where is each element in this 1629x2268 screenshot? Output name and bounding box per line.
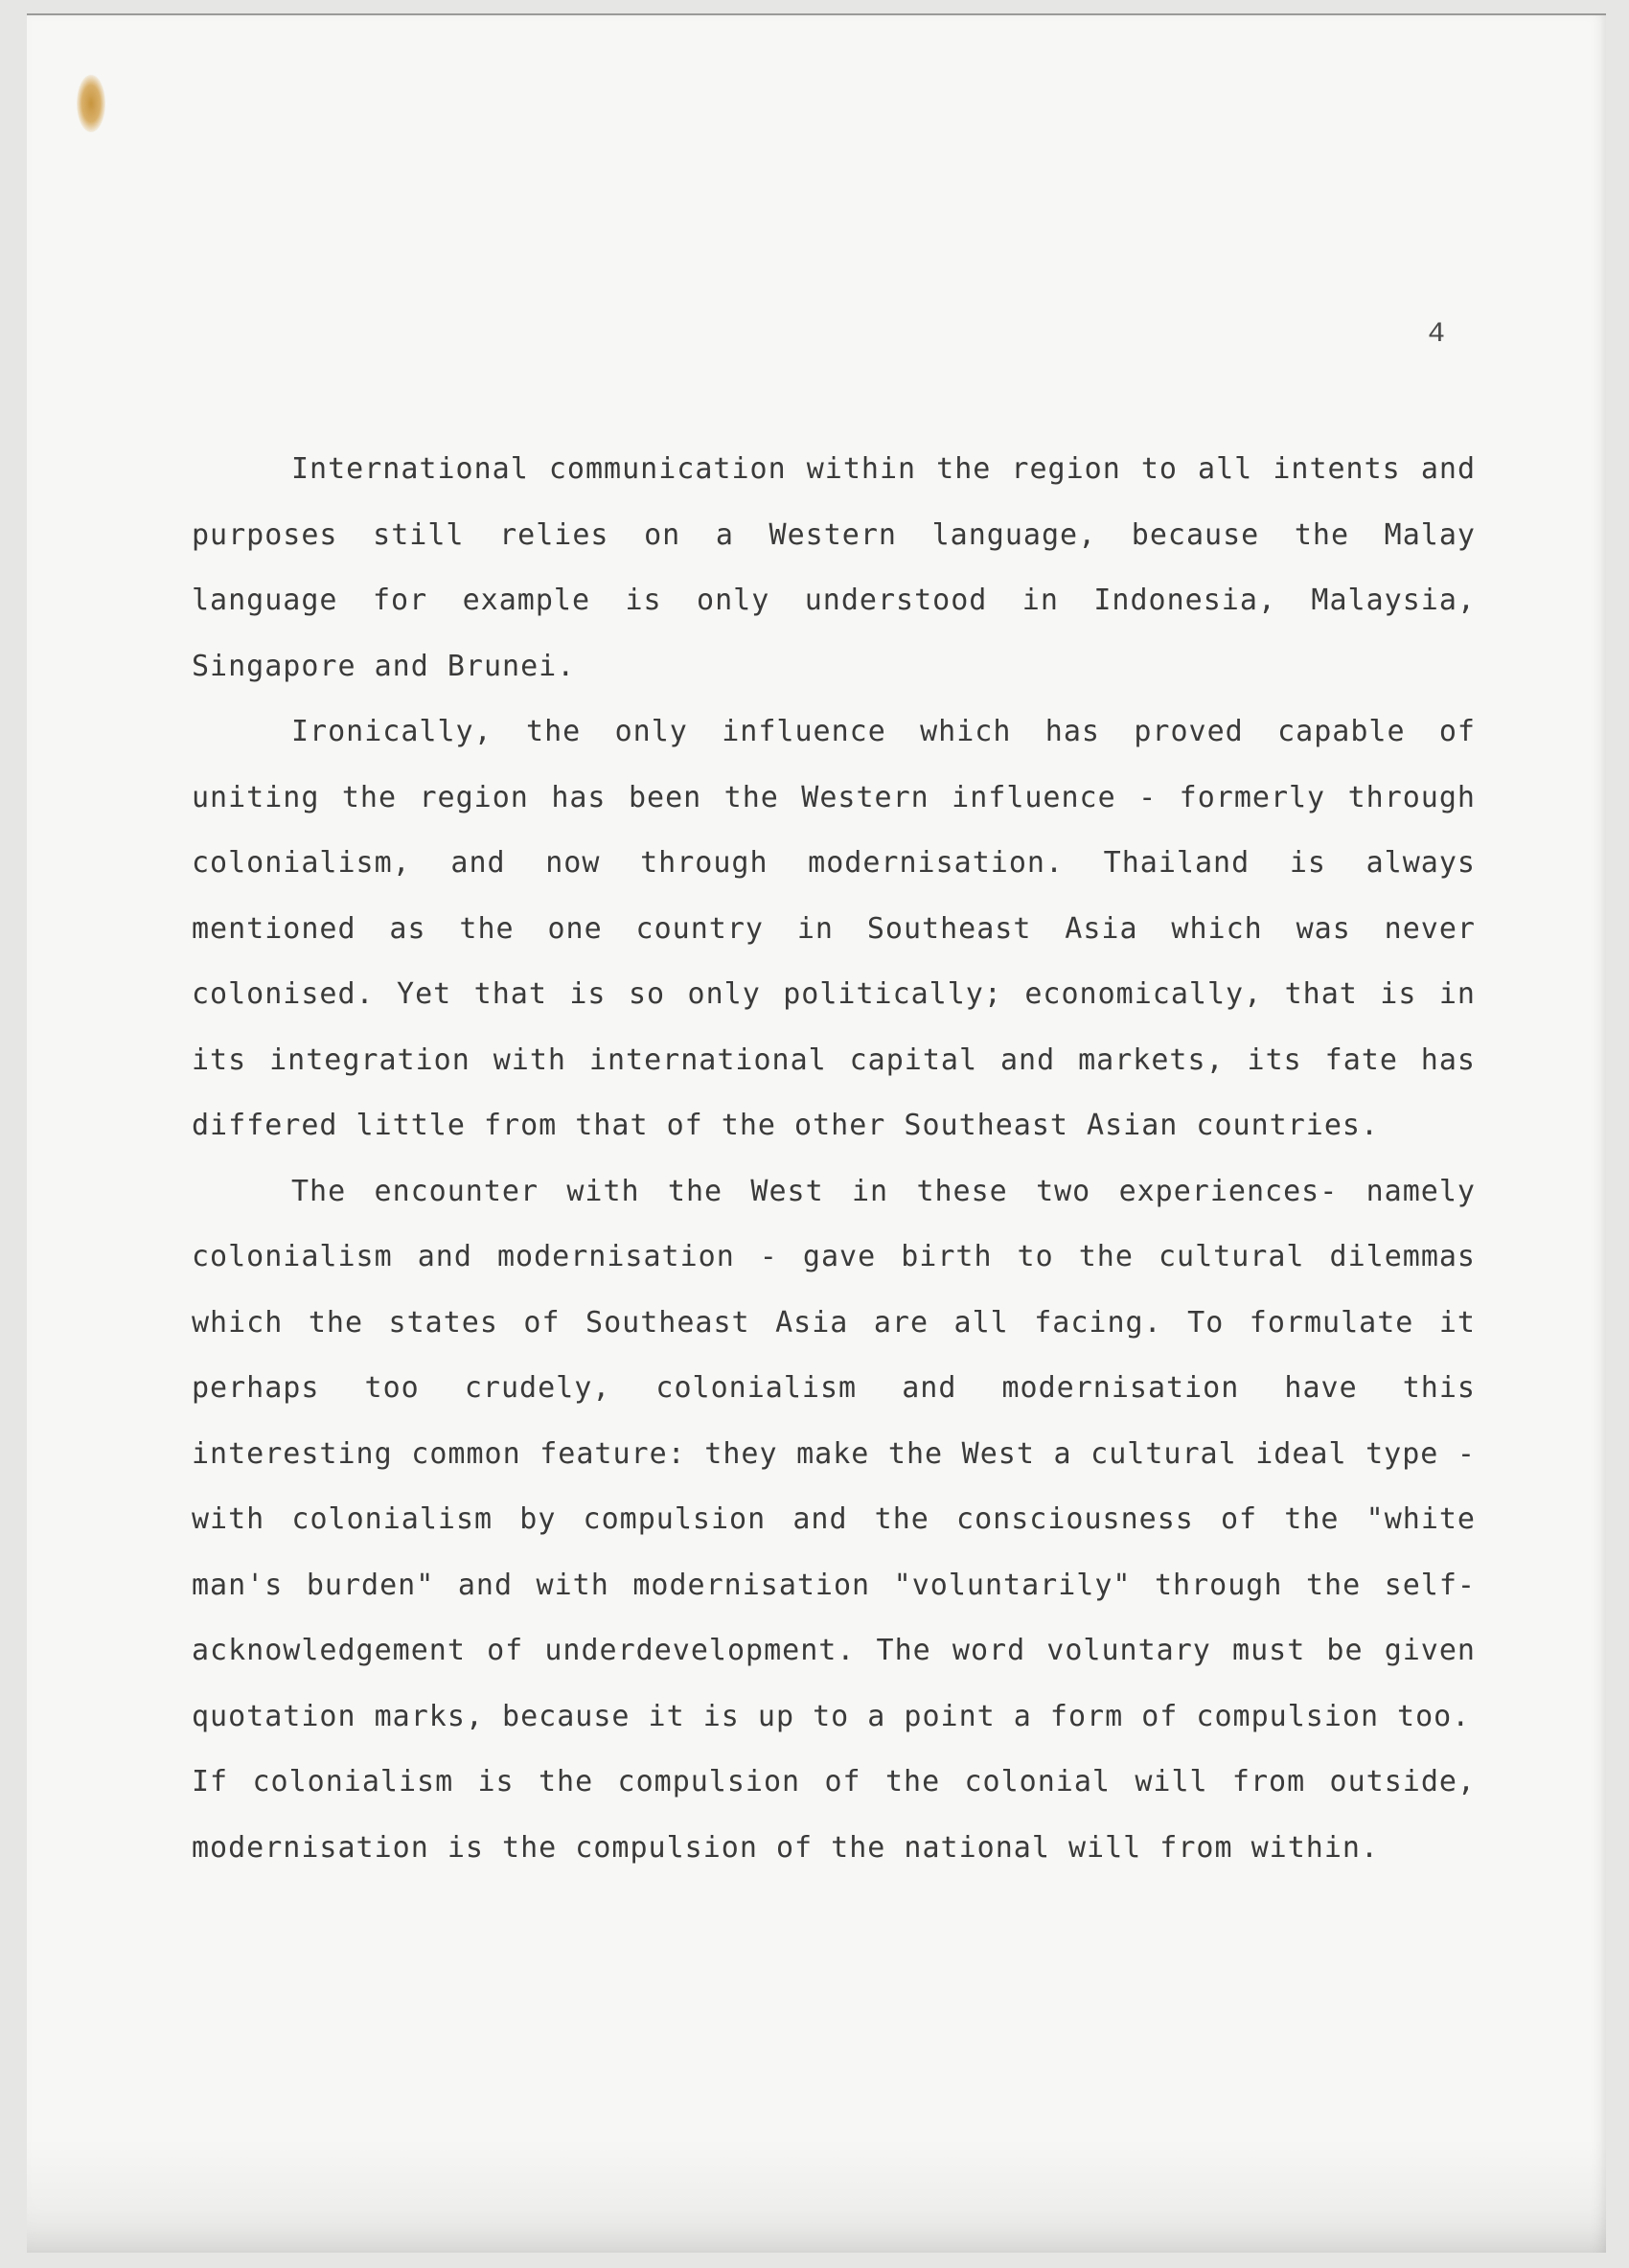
document-body: [192, 437, 1476, 1881]
paper-stain: [77, 75, 105, 132]
document-page: [27, 13, 1606, 2253]
page-number: 4: [1428, 318, 1446, 351]
paragraph-2: Ironically, the only influence which has proved capable of uniting the region has been the Western influence - formerly through colonialism, and now through modernisation. Thailand is always mentioned as the one country in Southeast Asia which was never colonised. Yet that is so only politically; economically, that is in its integration with international capital and markets, its fate has differed little from that of the other Southeast Asian countries.: [192, 715, 1476, 1142]
paragraph-4: If colonialism is the compulsion of the colonial will from outside, modernisation is the compulsion of the national will from within.: [192, 1765, 1476, 1865]
scan-shadow: [27, 2138, 1606, 2253]
paragraph-3: The encounter with the West in these two experiences- namely colonialism and modernisation - gave birth to the cultural dilemmas which the states of Southeast Asia are all facing. To formulate it perhaps too crudely, colonialism and modernisation have this interesting common feature: they make the West a cultural ideal type - with colonialism by compulsion and the consciousness of the "white man's burden" and with modernisation "voluntarily" through the self-acknowledgement of underdevelopment. The word voluntary must be given quotation marks, because it is up to a point a form of compulsion too.: [192, 1174, 1476, 1733]
paragraph-1: International communication within the region to all intents and purposes still relies on a Western language, because the Malay language for example is only understood in Indonesia, Malaysia, Singapore and Brunei.: [192, 452, 1476, 683]
